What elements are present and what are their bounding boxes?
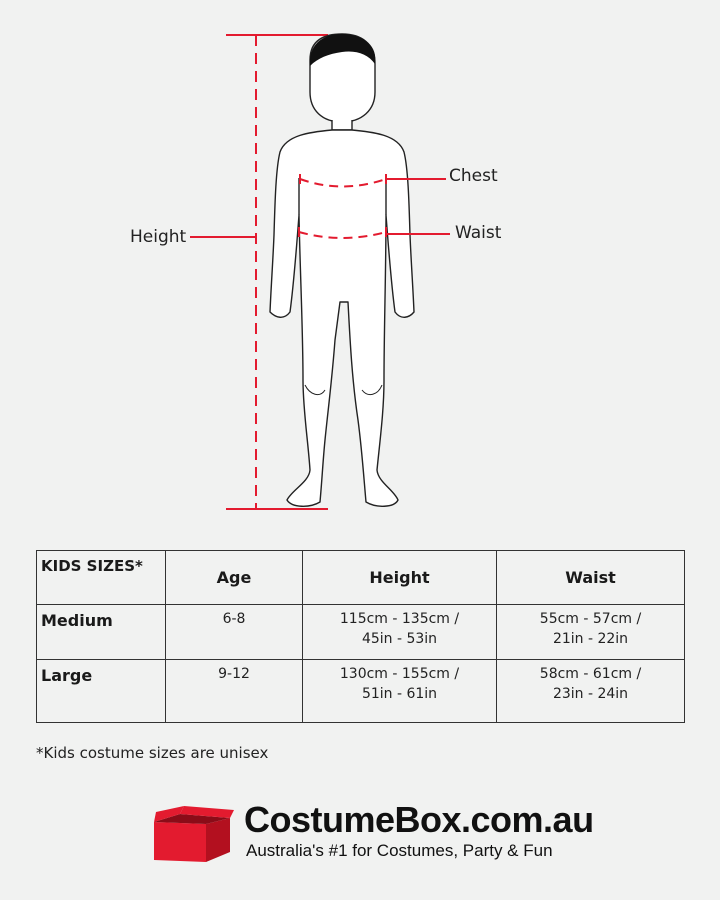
waist-imperial: 21in - 22in	[552, 631, 629, 647]
waist-label: Waist	[455, 223, 502, 243]
header-height: Height	[303, 551, 497, 605]
height-value	[303, 605, 497, 660]
size-chart-table	[36, 550, 685, 723]
waist-metric: 55cm - 57cm /	[539, 611, 642, 627]
costumebox-logo-icon	[150, 802, 234, 864]
table-row	[37, 660, 685, 723]
height-value	[303, 660, 497, 723]
header-waist: Waist	[497, 551, 685, 605]
unisex-footnote: *Kids costume sizes are unisex	[36, 744, 269, 762]
height-imperial: 45in - 53in	[361, 631, 438, 647]
chest-label: Chest	[449, 166, 498, 186]
waist-value	[497, 660, 685, 723]
table-row	[37, 605, 685, 660]
age-value: 9-12	[166, 660, 303, 723]
height-metric: 115cm - 135cm /	[339, 611, 460, 627]
height-metric: 130cm - 155cm /	[339, 666, 460, 682]
header-age: Age	[166, 551, 303, 605]
age-value: 6-8	[166, 605, 303, 660]
table-header-row	[37, 551, 685, 605]
header-kids-sizes: KIDS SIZES*	[37, 551, 166, 605]
brand-tagline: Australia's #1 for Costumes, Party & Fun	[246, 841, 553, 860]
waist-imperial: 23in - 24in	[552, 686, 629, 702]
size-name: Large	[37, 660, 166, 723]
waist-value	[497, 605, 685, 660]
height-imperial: 51in - 61in	[361, 686, 438, 702]
waist-metric: 58cm - 61cm /	[539, 666, 642, 682]
brand-name: CostumeBox.com.au	[244, 799, 594, 840]
body-outline	[270, 34, 414, 506]
height-label: Height	[130, 227, 187, 247]
size-name: Medium	[37, 605, 166, 660]
